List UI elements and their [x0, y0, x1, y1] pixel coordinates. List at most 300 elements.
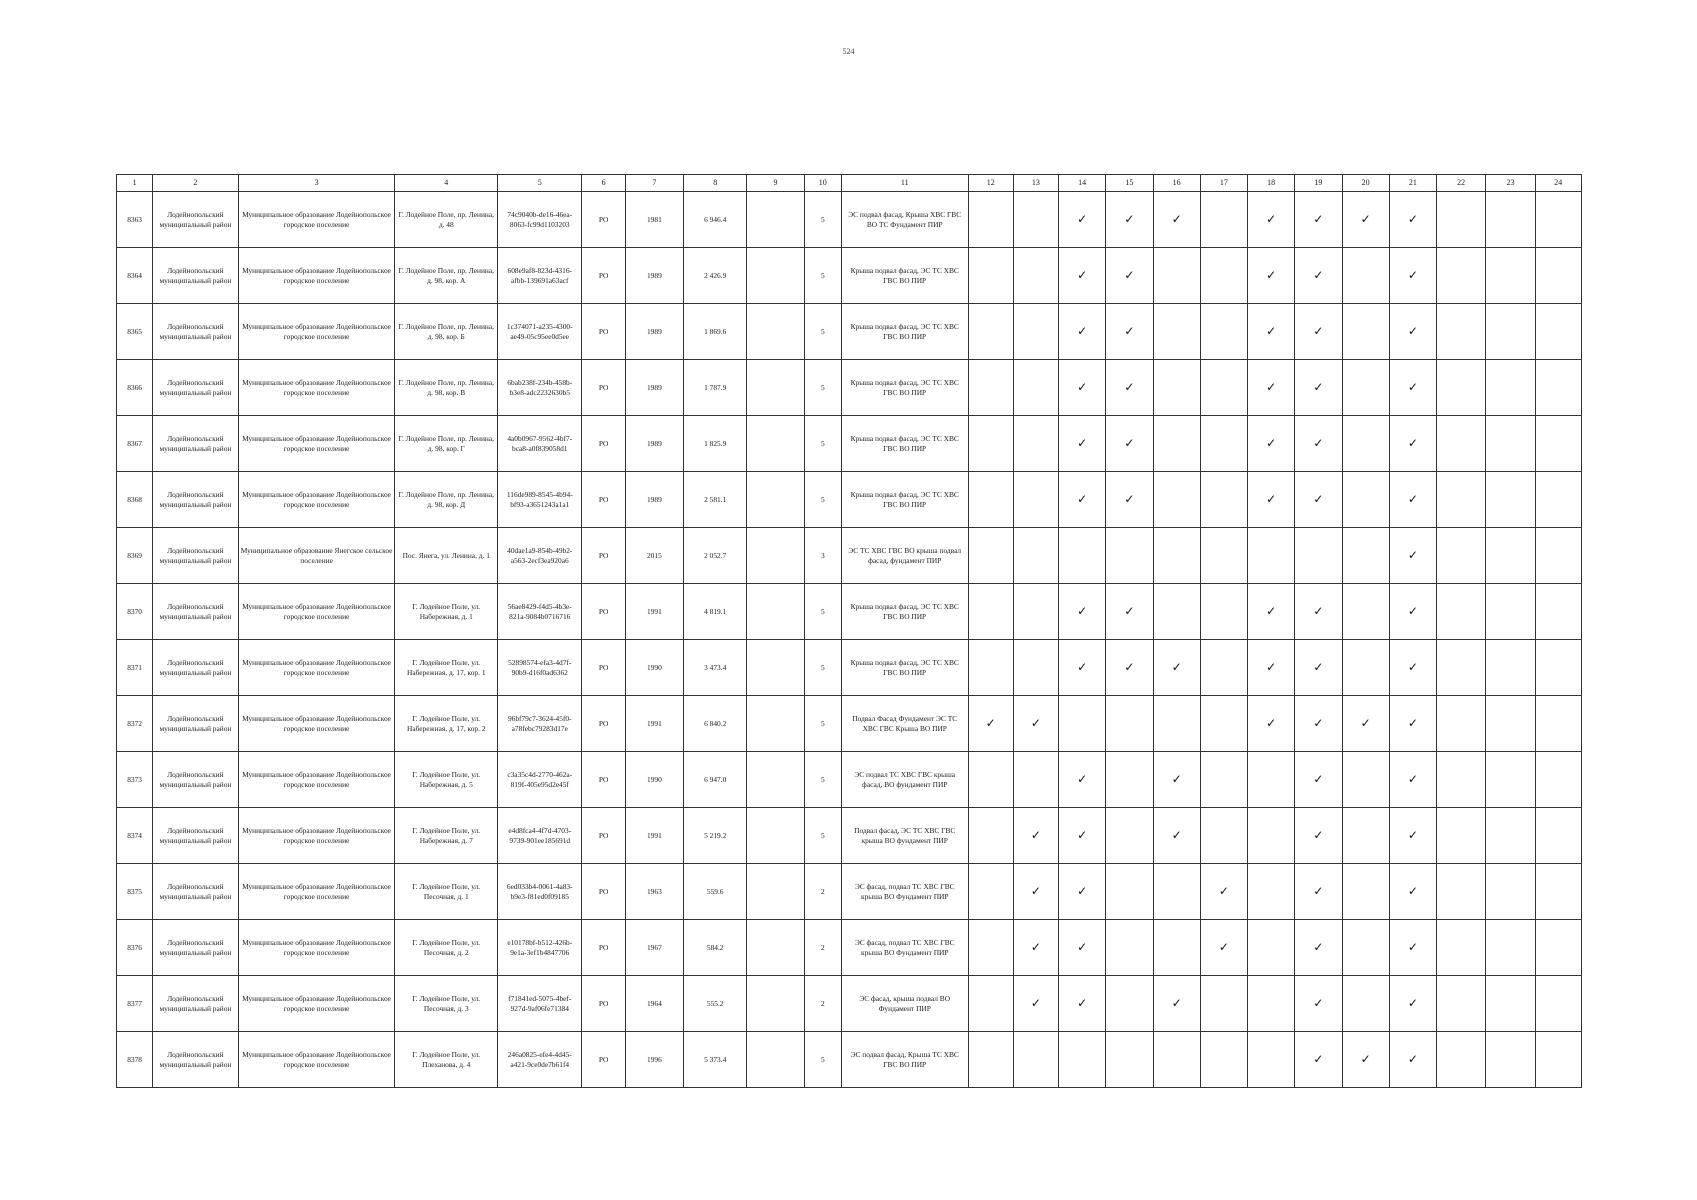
checkmark-icon: ✓	[1030, 939, 1041, 954]
work-mark-cell	[1389, 248, 1436, 304]
column-header: 2	[153, 175, 238, 192]
address-cell: Г. Лодейное Поле, ул. Песочная, д. 3	[395, 976, 498, 1032]
column-9-cell	[747, 472, 804, 528]
work-mark-cell	[1295, 1032, 1342, 1088]
work-mark-cell	[1153, 472, 1200, 528]
floors-cell: 5	[804, 360, 841, 416]
work-mark-cell	[1059, 920, 1106, 976]
type-cell: РО	[582, 528, 625, 584]
work-mark-cell	[1013, 192, 1058, 248]
work-mark-cell	[1342, 472, 1389, 528]
year-cell: 1963	[625, 864, 683, 920]
work-mark-cell	[1106, 360, 1153, 416]
checkmark-icon: ✓	[1407, 323, 1418, 338]
guid-cell: 6bab238f-234b-458b-b3e8-adc2232630b5	[498, 360, 582, 416]
checkmark-icon: ✓	[1171, 659, 1182, 674]
column-header: 20	[1342, 175, 1389, 192]
work-mark-cell	[1059, 696, 1106, 752]
column-header: 21	[1389, 175, 1436, 192]
checkmark-icon: ✓	[1077, 379, 1088, 394]
year-cell: 1990	[625, 752, 683, 808]
checkmark-icon: ✓	[1124, 603, 1135, 618]
checkmark-icon: ✓	[1407, 995, 1418, 1010]
checkmark-icon: ✓	[1030, 995, 1041, 1010]
column-header: 5	[498, 175, 582, 192]
table-row	[117, 472, 1582, 528]
work-mark-cell	[1153, 640, 1200, 696]
work-mark-cell	[968, 976, 1013, 1032]
type-cell: РО	[582, 864, 625, 920]
table-row	[117, 304, 1582, 360]
checkmark-icon: ✓	[1266, 715, 1277, 730]
work-mark-cell	[1248, 1032, 1295, 1088]
work-mark-cell	[1535, 808, 1581, 864]
work-mark-cell	[1486, 528, 1535, 584]
work-mark-cell	[1013, 752, 1058, 808]
work-mark-cell	[1295, 192, 1342, 248]
work-mark-cell	[1248, 920, 1295, 976]
municipality-cell: Муниципальное образование Лодейнопольское городское поселение	[238, 304, 395, 360]
work-mark-cell	[1153, 360, 1200, 416]
year-cell: 2015	[625, 528, 683, 584]
work-mark-cell	[1153, 920, 1200, 976]
municipality-cell: Муниципальное образование Лодейнопольское городское поселение	[238, 976, 395, 1032]
column-9-cell	[747, 304, 804, 360]
work-mark-cell	[1535, 528, 1581, 584]
type-cell: РО	[582, 248, 625, 304]
year-cell: 1964	[625, 976, 683, 1032]
checkmark-icon: ✓	[1407, 267, 1418, 282]
work-mark-cell	[968, 752, 1013, 808]
district-cell: Лодейнопольский муниципальный район	[153, 920, 238, 976]
type-cell: РО	[582, 416, 625, 472]
address-cell: Г. Лодейное Поле, ул. Плеханова, д. 4	[395, 1032, 498, 1088]
work-mark-cell	[1486, 976, 1535, 1032]
work-mark-cell	[968, 640, 1013, 696]
address-cell: Г. Лодейное Поле, пр. Ленина, д. 98, кор. Г	[395, 416, 498, 472]
district-cell: Лодейнопольский муниципальный район	[153, 584, 238, 640]
page-number: 524	[842, 47, 855, 56]
work-mark-cell	[1059, 976, 1106, 1032]
work-mark-cell	[1389, 528, 1436, 584]
work-mark-cell	[1535, 360, 1581, 416]
table-row	[117, 976, 1582, 1032]
work-mark-cell	[1013, 584, 1058, 640]
work-mark-cell	[1295, 920, 1342, 976]
column-header: 14	[1059, 175, 1106, 192]
checkmark-icon: ✓	[1313, 883, 1324, 898]
column-header: 15	[1106, 175, 1153, 192]
municipality-cell: Муниципальное образование Лодейнопольское городское поселение	[238, 864, 395, 920]
work-mark-cell	[1200, 584, 1247, 640]
work-mark-cell	[968, 304, 1013, 360]
checkmark-icon: ✓	[1266, 659, 1277, 674]
floors-cell: 5	[804, 696, 841, 752]
municipality-cell: Муниципальное образование Лодейнопольское городское поселение	[238, 248, 395, 304]
district-cell: Лодейнопольский муниципальный район	[153, 808, 238, 864]
table-row	[117, 584, 1582, 640]
works-cell: Крыша подвал фасад, ЭС ТС ХВС ГВС ВО ПИР	[841, 416, 968, 472]
work-mark-cell	[1437, 472, 1486, 528]
address-cell: Г. Лодейное Поле, ул. Набережная, д. 7	[395, 808, 498, 864]
guid-cell: 1c374071-a235-4300-ae49-05c95ee0d5ee	[498, 304, 582, 360]
work-mark-cell	[1342, 192, 1389, 248]
column-header: 8	[684, 175, 747, 192]
column-9-cell	[747, 360, 804, 416]
work-mark-cell	[1437, 864, 1486, 920]
work-mark-cell	[1248, 640, 1295, 696]
work-mark-cell	[1342, 528, 1389, 584]
row-number-cell: 8378	[117, 1032, 153, 1088]
district-cell: Лодейнопольский муниципальный район	[153, 528, 238, 584]
work-mark-cell	[1200, 248, 1247, 304]
column-header: 23	[1486, 175, 1535, 192]
type-cell: РО	[582, 920, 625, 976]
type-cell: РО	[582, 304, 625, 360]
work-mark-cell	[1535, 864, 1581, 920]
work-mark-cell	[1059, 864, 1106, 920]
address-cell: Г. Лодейное Поле, пр. Ленина, д. 98, кор. В	[395, 360, 498, 416]
work-mark-cell	[968, 808, 1013, 864]
table-row	[117, 248, 1582, 304]
area-cell: 1 787.9	[684, 360, 747, 416]
guid-cell: f71841ed-5075-4bef-927d-9af06fe71384	[498, 976, 582, 1032]
work-mark-cell	[1437, 696, 1486, 752]
work-mark-cell	[1153, 752, 1200, 808]
column-header: 3	[238, 175, 395, 192]
column-header: 1	[117, 175, 153, 192]
work-mark-cell	[1295, 416, 1342, 472]
work-mark-cell	[1486, 416, 1535, 472]
type-cell: РО	[582, 752, 625, 808]
work-mark-cell	[1013, 1032, 1058, 1088]
work-mark-cell	[1106, 472, 1153, 528]
district-cell: Лодейнопольский муниципальный район	[153, 248, 238, 304]
work-mark-cell	[1342, 640, 1389, 696]
work-mark-cell	[968, 920, 1013, 976]
address-cell: Г. Лодейное Поле, ул. Набережная, д. 17, кор. 1	[395, 640, 498, 696]
municipality-cell: Муниципальное образование Лодейнопольское городское поселение	[238, 752, 395, 808]
checkmark-icon: ✓	[1124, 323, 1135, 338]
work-mark-cell	[1437, 304, 1486, 360]
checkmark-icon: ✓	[1407, 435, 1418, 450]
floors-cell: 5	[804, 416, 841, 472]
checkmark-icon: ✓	[1077, 939, 1088, 954]
work-mark-cell	[1106, 920, 1153, 976]
work-mark-cell	[1106, 304, 1153, 360]
work-mark-cell	[1200, 416, 1247, 472]
row-number-cell: 8374	[117, 808, 153, 864]
row-number-cell: 8370	[117, 584, 153, 640]
checkmark-icon: ✓	[1407, 211, 1418, 226]
work-mark-cell	[1295, 304, 1342, 360]
column-header: 16	[1153, 175, 1200, 192]
year-cell: 1989	[625, 304, 683, 360]
work-mark-cell	[1248, 528, 1295, 584]
column-header: 18	[1248, 175, 1295, 192]
work-mark-cell	[1200, 920, 1247, 976]
municipality-cell: Муниципальное образование Лодейнопольское городское поселение	[238, 416, 395, 472]
checkmark-icon: ✓	[1407, 547, 1418, 562]
work-mark-cell	[1486, 808, 1535, 864]
work-mark-cell	[968, 528, 1013, 584]
work-mark-cell	[1013, 472, 1058, 528]
checkmark-icon: ✓	[1407, 827, 1418, 842]
work-mark-cell	[1059, 192, 1106, 248]
checkmark-icon: ✓	[1407, 883, 1418, 898]
work-mark-cell	[1059, 304, 1106, 360]
checkmark-icon: ✓	[1266, 323, 1277, 338]
work-mark-cell	[1153, 1032, 1200, 1088]
row-number-cell: 8372	[117, 696, 153, 752]
type-cell: РО	[582, 360, 625, 416]
municipality-cell: Муниципальное образование Лодейнопольское городское поселение	[238, 920, 395, 976]
area-cell: 2 426.9	[684, 248, 747, 304]
work-mark-cell	[1248, 416, 1295, 472]
work-mark-cell	[1013, 864, 1058, 920]
work-mark-cell	[1153, 528, 1200, 584]
work-mark-cell	[1437, 248, 1486, 304]
address-cell: Г. Лодейное Поле, пр. Ленина, д. 98, кор. А	[395, 248, 498, 304]
work-mark-cell	[1106, 696, 1153, 752]
work-mark-cell	[1342, 808, 1389, 864]
address-cell: Г. Лодейное Поле, ул. Набережная, д. 5	[395, 752, 498, 808]
guid-cell: e10178bf-b512-426b-9e1a-3ef1b4847706	[498, 920, 582, 976]
municipality-cell: Муниципальное образование Лодейнопольское городское поселение	[238, 1032, 395, 1088]
works-cell: Подвал фасад, ЭС ТС ХВС ГВС крыша ВО фундамент ПИР	[841, 808, 968, 864]
work-mark-cell	[1295, 696, 1342, 752]
works-cell: Крыша подвал фасад, ЭС ТС ХВС ГВС ВО ПИР	[841, 304, 968, 360]
work-mark-cell	[1535, 584, 1581, 640]
column-header: 10	[804, 175, 841, 192]
column-header: 19	[1295, 175, 1342, 192]
area-cell: 1 825.9	[684, 416, 747, 472]
year-cell: 1991	[625, 808, 683, 864]
checkmark-icon: ✓	[1124, 435, 1135, 450]
year-cell: 1990	[625, 640, 683, 696]
work-mark-cell	[1200, 640, 1247, 696]
work-mark-cell	[1486, 360, 1535, 416]
floors-cell: 5	[804, 472, 841, 528]
district-cell: Лодейнопольский муниципальный район	[153, 696, 238, 752]
work-mark-cell	[1389, 304, 1436, 360]
work-mark-cell	[1013, 808, 1058, 864]
area-cell: 4 819.1	[684, 584, 747, 640]
work-mark-cell	[1342, 360, 1389, 416]
work-mark-cell	[1389, 192, 1436, 248]
type-cell: РО	[582, 640, 625, 696]
work-mark-cell	[1342, 920, 1389, 976]
work-mark-cell	[1389, 360, 1436, 416]
checkmark-icon: ✓	[1266, 379, 1277, 394]
type-cell: РО	[582, 696, 625, 752]
column-9-cell	[747, 416, 804, 472]
work-mark-cell	[1013, 248, 1058, 304]
works-cell: ЭС подвал ТС ХВС ГВС крыша фасад, ВО фундамент ПИР	[841, 752, 968, 808]
checkmark-icon: ✓	[1077, 995, 1088, 1010]
checkmark-icon: ✓	[1313, 379, 1324, 394]
column-9-cell	[747, 920, 804, 976]
district-cell: Лодейнопольский муниципальный район	[153, 752, 238, 808]
column-9-cell	[747, 808, 804, 864]
municipality-cell: Муниципальное образование Лодейнопольское городское поселение	[238, 192, 395, 248]
work-mark-cell	[1535, 472, 1581, 528]
work-mark-cell	[1389, 752, 1436, 808]
checkmark-icon: ✓	[1077, 323, 1088, 338]
table-row	[117, 416, 1582, 472]
work-mark-cell	[1106, 192, 1153, 248]
checkmark-icon: ✓	[1313, 211, 1324, 226]
table-row	[117, 920, 1582, 976]
row-number-cell: 8366	[117, 360, 153, 416]
work-mark-cell	[1437, 976, 1486, 1032]
work-mark-cell	[1248, 192, 1295, 248]
floors-cell: 5	[804, 584, 841, 640]
row-number-cell: 8363	[117, 192, 153, 248]
work-mark-cell	[1153, 192, 1200, 248]
header-row	[117, 175, 1582, 192]
work-mark-cell	[1013, 640, 1058, 696]
guid-cell: 6ed033b4-0061-4a83-b9e3-f81ed0f09185	[498, 864, 582, 920]
work-mark-cell	[1535, 752, 1581, 808]
checkmark-icon: ✓	[1077, 827, 1088, 842]
work-mark-cell	[1295, 864, 1342, 920]
district-cell: Лодейнопольский муниципальный район	[153, 976, 238, 1032]
work-mark-cell	[1389, 472, 1436, 528]
checkmark-icon: ✓	[1077, 267, 1088, 282]
work-mark-cell	[1535, 696, 1581, 752]
area-cell: 584.2	[684, 920, 747, 976]
works-cell: Подвал Фасад Фундамент ЭС ТС ХВС ГВС Крыша ВО ПИР	[841, 696, 968, 752]
work-mark-cell	[1200, 472, 1247, 528]
area-cell: 3 473.4	[684, 640, 747, 696]
year-cell: 1981	[625, 192, 683, 248]
municipality-cell: Муниципальное образование Лодейнопольское городское поселение	[238, 472, 395, 528]
guid-cell: 608e9af8-823d-4316-afbb-139691a63acf	[498, 248, 582, 304]
checkmark-icon: ✓	[1407, 379, 1418, 394]
work-mark-cell	[1200, 360, 1247, 416]
work-mark-cell	[1200, 808, 1247, 864]
district-cell: Лодейнопольский муниципальный район	[153, 640, 238, 696]
work-mark-cell	[1153, 304, 1200, 360]
guid-cell: 52898574-efa3-4d7f-90b9-d16f0ad6362	[498, 640, 582, 696]
checkmark-icon: ✓	[1313, 603, 1324, 618]
work-mark-cell	[1106, 248, 1153, 304]
work-mark-cell	[1200, 192, 1247, 248]
checkmark-icon: ✓	[1030, 883, 1041, 898]
row-number-cell: 8368	[117, 472, 153, 528]
checkmark-icon: ✓	[1313, 715, 1324, 730]
work-mark-cell	[1153, 248, 1200, 304]
work-mark-cell	[1200, 752, 1247, 808]
year-cell: 1989	[625, 248, 683, 304]
work-mark-cell	[1389, 696, 1436, 752]
table-row	[117, 360, 1582, 416]
work-mark-cell	[968, 864, 1013, 920]
work-mark-cell	[1342, 696, 1389, 752]
work-mark-cell	[1486, 696, 1535, 752]
work-mark-cell	[1248, 584, 1295, 640]
work-mark-cell	[1342, 304, 1389, 360]
area-cell: 5 373.4	[684, 1032, 747, 1088]
work-mark-cell	[1200, 528, 1247, 584]
year-cell: 1991	[625, 696, 683, 752]
guid-cell: 56ae8429-f4d5-4b3e-821a-9084b0716716	[498, 584, 582, 640]
checkmark-icon: ✓	[1266, 603, 1277, 618]
checkmark-icon: ✓	[1360, 1051, 1371, 1066]
checkmark-icon: ✓	[1266, 491, 1277, 506]
work-mark-cell	[1153, 976, 1200, 1032]
work-mark-cell	[1153, 584, 1200, 640]
work-mark-cell	[1437, 808, 1486, 864]
checkmark-icon: ✓	[1313, 1051, 1324, 1066]
type-cell: РО	[582, 192, 625, 248]
column-header: 22	[1437, 175, 1486, 192]
table-row	[117, 696, 1582, 752]
floors-cell: 5	[804, 192, 841, 248]
work-mark-cell	[1059, 1032, 1106, 1088]
checkmark-icon: ✓	[1360, 715, 1371, 730]
guid-cell: 96bf79c7-3624-45f0-a78febc79283d17e	[498, 696, 582, 752]
work-mark-cell	[1059, 584, 1106, 640]
address-cell: Г. Лодейное Поле, пр. Ленина, д. 98, кор. Д	[395, 472, 498, 528]
work-mark-cell	[968, 1032, 1013, 1088]
column-9-cell	[747, 696, 804, 752]
work-mark-cell	[1013, 360, 1058, 416]
work-mark-cell	[1200, 696, 1247, 752]
address-cell: Пос. Янега, ул. Ленина, д. 1	[395, 528, 498, 584]
checkmark-icon: ✓	[1077, 491, 1088, 506]
floors-cell: 5	[804, 808, 841, 864]
column-header: 9	[747, 175, 804, 192]
district-cell: Лодейнопольский муниципальный район	[153, 360, 238, 416]
work-mark-cell	[1106, 640, 1153, 696]
work-mark-cell	[1248, 304, 1295, 360]
checkmark-icon: ✓	[1124, 267, 1135, 282]
checkmark-icon: ✓	[1124, 379, 1135, 394]
area-cell: 2 052.7	[684, 528, 747, 584]
district-cell: Лодейнопольский муниципальный район	[153, 192, 238, 248]
checkmark-icon: ✓	[1171, 827, 1182, 842]
column-header: 11	[841, 175, 968, 192]
checkmark-icon: ✓	[1407, 1051, 1418, 1066]
area-cell: 6 946.4	[684, 192, 747, 248]
work-mark-cell	[1389, 864, 1436, 920]
checkmark-icon: ✓	[1266, 435, 1277, 450]
work-mark-cell	[1200, 864, 1247, 920]
work-mark-cell	[1535, 976, 1581, 1032]
work-mark-cell	[1437, 920, 1486, 976]
work-mark-cell	[1437, 1032, 1486, 1088]
type-cell: РО	[582, 1032, 625, 1088]
works-cell: ЭС подвал фасад, Крыша ТС ХВС ГВС ВО ПИР	[841, 1032, 968, 1088]
work-mark-cell	[1248, 248, 1295, 304]
checkmark-icon: ✓	[1030, 715, 1041, 730]
checkmark-icon: ✓	[1124, 491, 1135, 506]
work-mark-cell	[1437, 528, 1486, 584]
work-mark-cell	[1535, 248, 1581, 304]
address-cell: Г. Лодейное Поле, ул. Песочная, д. 1	[395, 864, 498, 920]
area-cell: 559.6	[684, 864, 747, 920]
work-mark-cell	[1248, 696, 1295, 752]
work-mark-cell	[1200, 976, 1247, 1032]
floors-cell: 2	[804, 976, 841, 1032]
address-cell: Г. Лодейное Поле, ул. Набережная, д. 1	[395, 584, 498, 640]
work-mark-cell	[1295, 360, 1342, 416]
type-cell: РО	[582, 584, 625, 640]
work-mark-cell	[1437, 360, 1486, 416]
checkmark-icon: ✓	[1218, 883, 1229, 898]
